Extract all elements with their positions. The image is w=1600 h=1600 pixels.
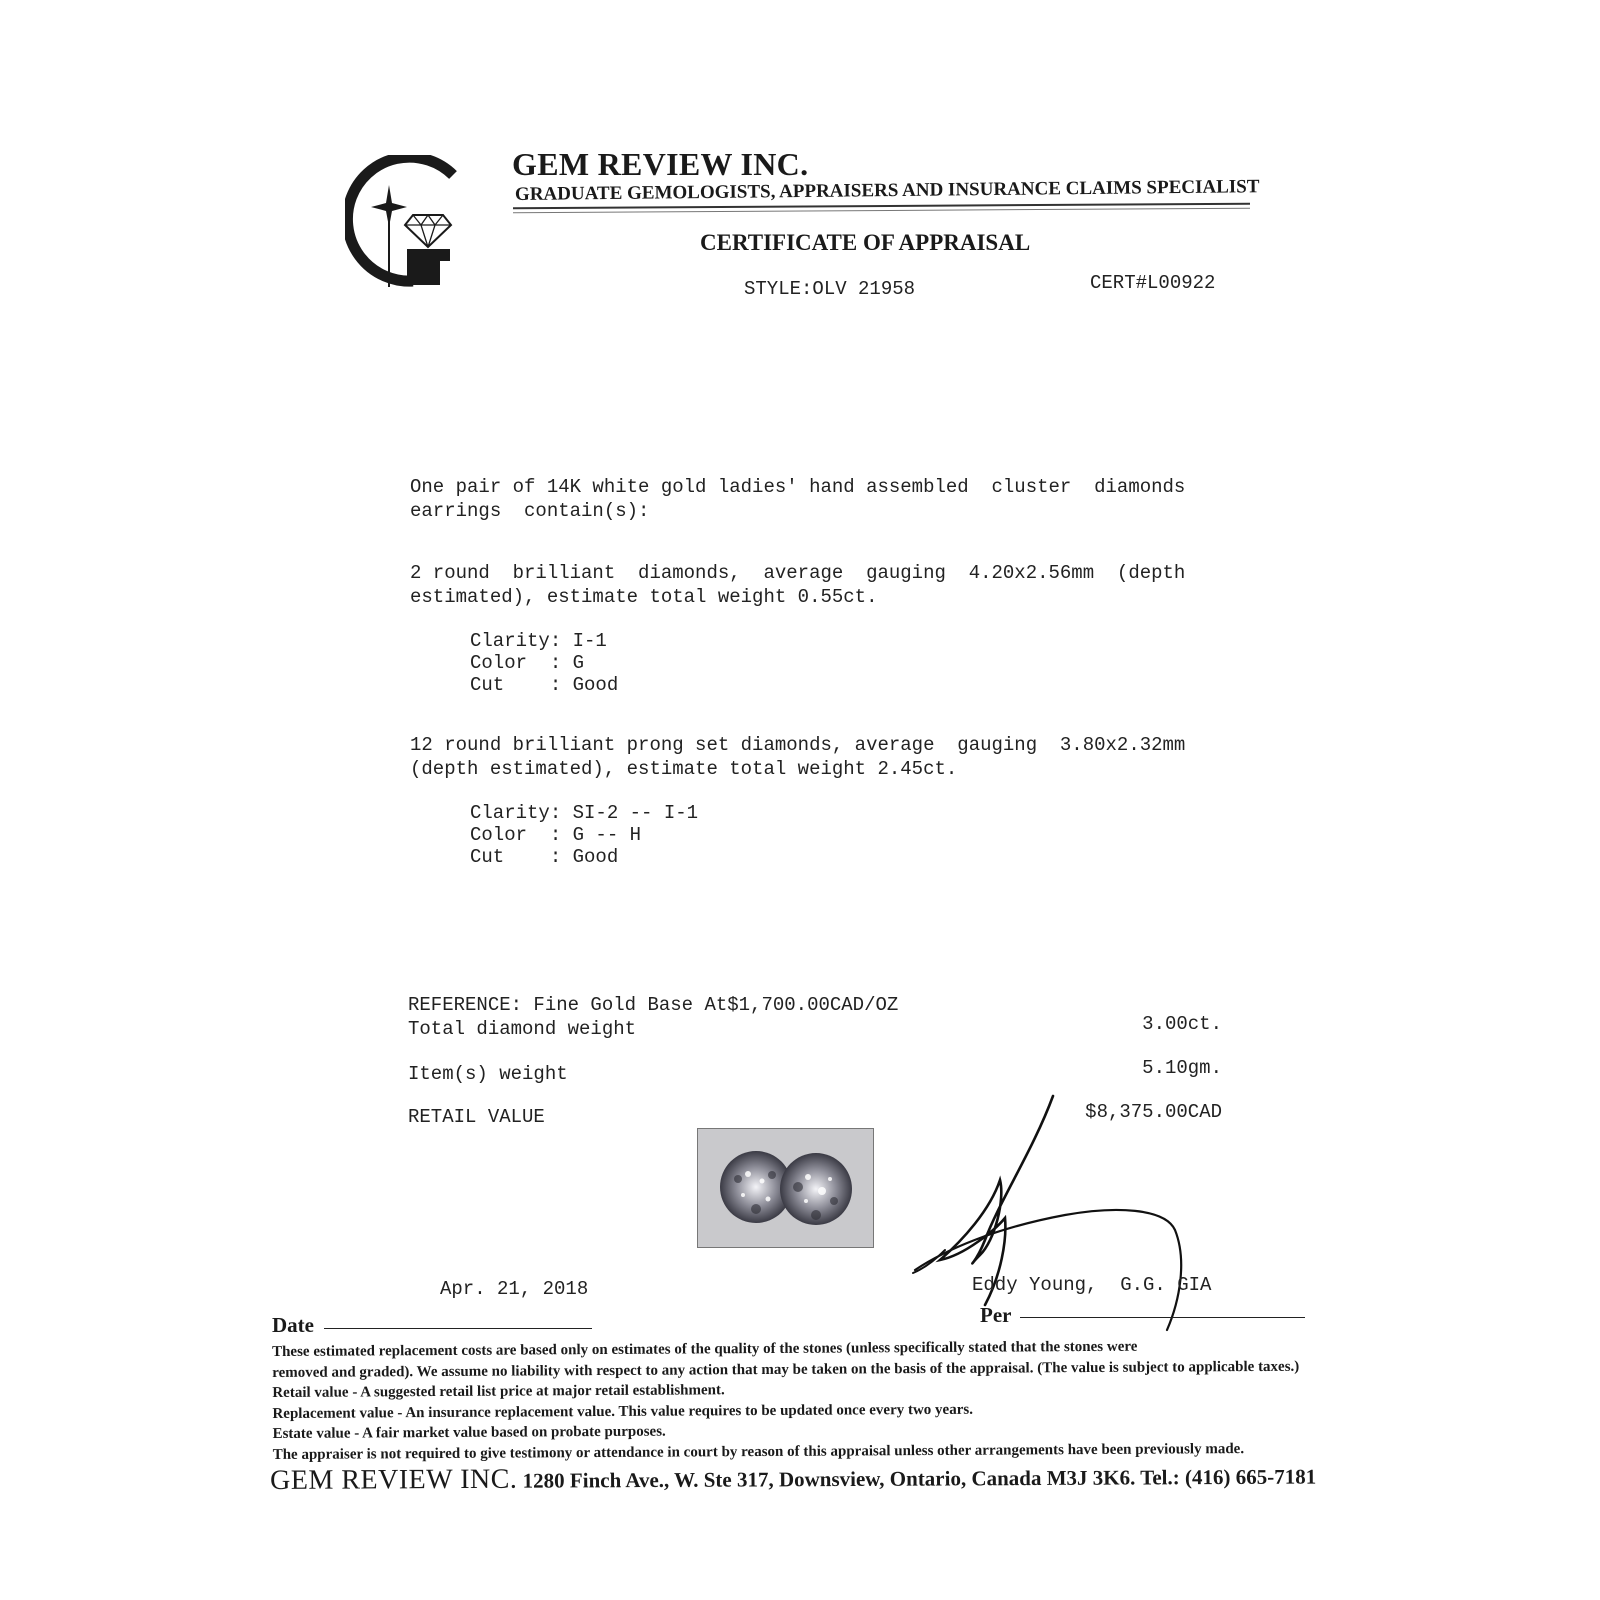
group1-clarity: Clarity: I-1 xyxy=(470,630,607,652)
group1-cut: Cut : Good xyxy=(470,674,619,696)
document-title: CERTIFICATE OF APPRAISAL xyxy=(700,230,1031,255)
group1-description-line1: 2 round brilliant diamonds, average gauging 4.20x2.56mm (depth xyxy=(410,562,1186,584)
appraiser-signature xyxy=(905,1090,1205,1335)
retail-value-label: RETAIL VALUE xyxy=(408,1106,545,1128)
total-diamond-weight-label: Total diamond weight xyxy=(408,1018,637,1040)
item-description-line1: One pair of 14K white gold ladies' hand assembled cluster diamonds xyxy=(410,476,1186,498)
disclaimer-line: removed and graded). We assume no liability with respect to any action that may be taken on the basis of the appraisal. (The value is subject to applicable taxes.) xyxy=(272,1358,1300,1381)
disclaimer-line: These estimated replacement costs are based only on estimates of the quality of the stones (unless specifically stated that the stones were xyxy=(272,1338,1138,1360)
per-label: Per xyxy=(980,1303,1012,1327)
date-label: Date xyxy=(272,1313,314,1337)
group2-clarity: Clarity: SI-2 -- I-1 xyxy=(470,802,699,824)
footer xyxy=(270,1460,1316,1497)
group2-description-line1: 12 round brilliant prong set diamonds, average gauging 3.80x2.32mm xyxy=(410,734,1186,756)
disclaimer xyxy=(272,1335,1343,1465)
item-weight-label: Item(s) weight xyxy=(408,1063,568,1085)
item-description-line2: earrings contain(s): xyxy=(410,500,650,522)
style-number: STYLE:OLV 21958 xyxy=(744,278,916,300)
disclaimer-line: Replacement value - An insurance replacement value. This value requires to be updated once every two years. xyxy=(272,1401,973,1422)
footer-company-name: GEM REVIEW INC. xyxy=(270,1463,518,1496)
earrings-photo xyxy=(697,1128,874,1248)
gem-review-logo-icon xyxy=(345,155,470,290)
item-weight-value: 5.10gm. xyxy=(1142,1057,1222,1079)
group1-description-line2: estimated), estimate total weight 0.55ct. xyxy=(410,586,878,608)
group2-color: Color : G -- H xyxy=(470,824,642,846)
group1-color: Color : G xyxy=(470,652,585,674)
total-diamond-weight-value: 3.00ct. xyxy=(1142,1013,1222,1035)
appraiser-name: Eddy Young, G.G. GIA xyxy=(972,1274,1212,1296)
company-tagline: GRADUATE GEMOLOGISTS, APPRAISERS AND INSURANCE CLAIMS SPECIALIST xyxy=(514,176,1260,205)
reference-line: REFERENCE: Fine Gold Base At$1,700.00CAD/OZ xyxy=(408,994,899,1016)
disclaimer-line: Estate value - A fair market value based on probate purposes. xyxy=(272,1423,666,1442)
group2-description-line2: (depth estimated), estimate total weight 2.45ct. xyxy=(410,758,958,780)
disclaimer-line: Retail value - A suggested retail list price at major retail establishment. xyxy=(272,1382,725,1401)
appraisal-date: Apr. 21, 2018 xyxy=(440,1278,589,1300)
group2-cut: Cut : Good xyxy=(470,846,619,868)
disclaimer-line: The appraiser is not required to give testimony or attendance in court by reason of this appraisal unless other arrangements have been previously made. xyxy=(272,1440,1245,1463)
per-line xyxy=(1020,1317,1305,1318)
retail-value-amount: $8,375.00CAD xyxy=(1085,1101,1222,1123)
cert-number: CERT#L00922 xyxy=(1090,272,1216,294)
company-name: GEM REVIEW INC. xyxy=(512,146,809,182)
date-line xyxy=(324,1328,592,1329)
footer-address: 1280 Finch Ave., W. Ste 317, Downsview, Ontario, Canada M3J 3K6. Tel.: (416) 665-7181 xyxy=(517,1464,1317,1493)
